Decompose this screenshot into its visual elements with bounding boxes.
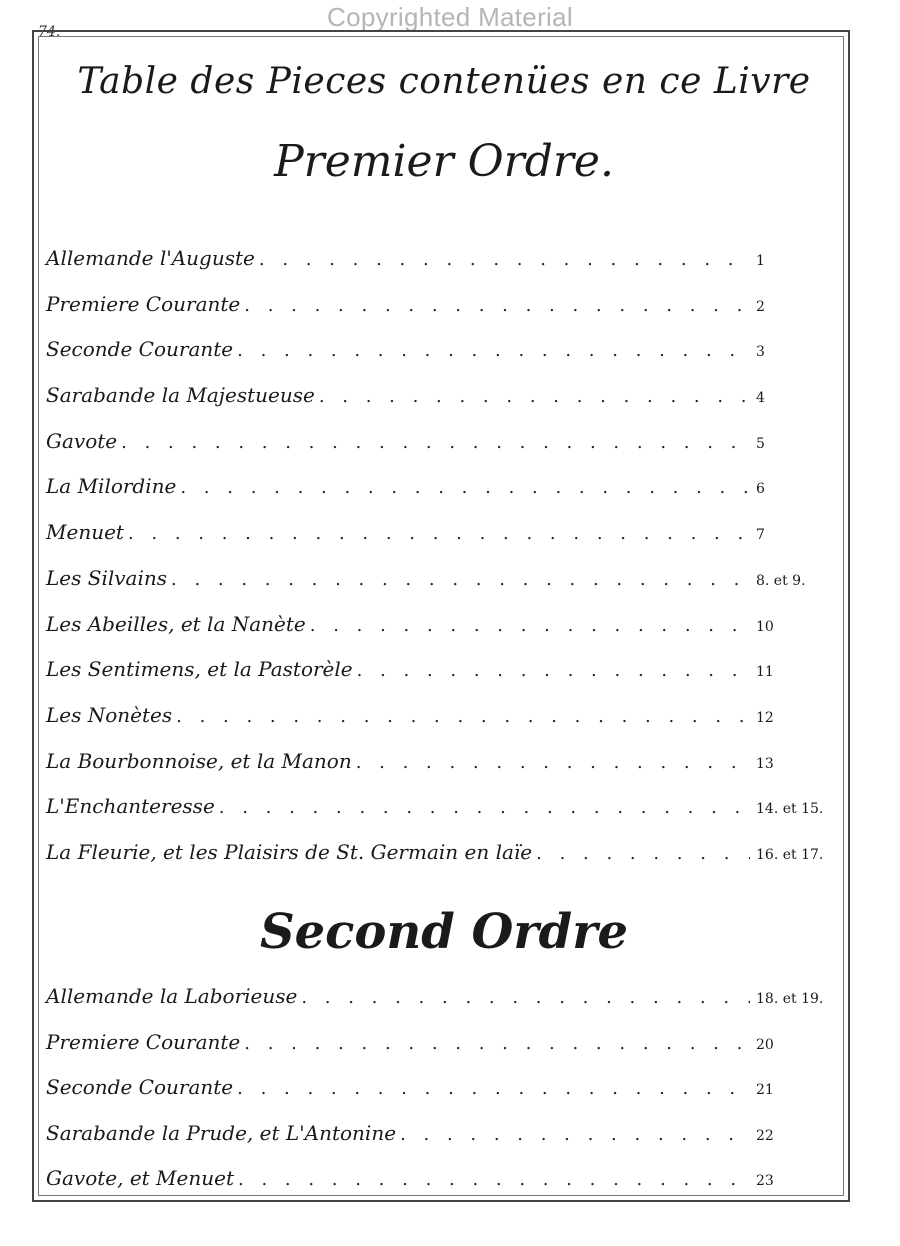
entry-title: La Milordine <box>46 474 177 499</box>
entry-title: Les Sentimens, et la Pastorèle <box>46 657 353 682</box>
toc-entry <box>46 693 846 739</box>
toc-entry <box>46 830 846 876</box>
toc-entry <box>46 464 846 510</box>
dot-leader <box>356 740 750 786</box>
entry-page-number: 2 <box>756 298 765 315</box>
entry-title: Allemande la Laborieuse <box>46 984 298 1008</box>
entry-page-number: 14. et 15. <box>756 801 824 818</box>
entry-page-number: 12 <box>756 709 774 726</box>
dot-leader <box>219 785 750 831</box>
toc-entry <box>46 1065 846 1111</box>
section-heading-premier-ordre: Premier Ordre. <box>274 136 614 187</box>
entry-title: L'Enchanteresse <box>46 794 215 819</box>
entry-page-number: 6 <box>756 481 765 498</box>
toc-entry <box>46 1111 846 1157</box>
toc-entry <box>46 739 846 785</box>
dot-leader <box>319 374 750 420</box>
dot-leader <box>128 511 750 557</box>
toc-entry <box>46 974 846 1020</box>
entry-title: Seconde Courante <box>46 1075 234 1100</box>
dot-leader <box>176 694 750 740</box>
dot-leader <box>301 975 750 1021</box>
entry-page-number: 4 <box>756 390 765 407</box>
dot-leader <box>310 603 750 649</box>
entry-title: Les Nonètes <box>46 702 173 727</box>
page-number: 74. <box>38 24 61 40</box>
dot-leader <box>171 557 750 603</box>
entry-page-number: 20 <box>756 1036 774 1053</box>
entry-title: La Bourbonnoise, et la Manon <box>46 748 352 773</box>
entry-title: Sarabande la Prude, et L'Antonine <box>46 1120 397 1145</box>
toc-entry <box>46 510 846 556</box>
dot-leader <box>536 831 750 877</box>
entry-title: Les Abeilles, et la Nanète <box>46 611 306 636</box>
entry-title: Premiere Courante <box>46 1029 241 1054</box>
dot-leader <box>259 237 750 283</box>
toc-list-second-ordre <box>46 974 846 1202</box>
entry-title: Sarabande la Majestueuse <box>46 383 315 408</box>
entry-title: La Fleurie, et les Plaisirs de St. Germain en laïe <box>46 839 533 864</box>
toc-entry <box>46 556 846 602</box>
dot-leader <box>237 328 750 374</box>
dot-leader <box>180 465 750 511</box>
entry-title: Premiere Courante <box>46 291 241 316</box>
entry-title: Gavote, et Menuet <box>46 1166 235 1191</box>
entry-title: Gavote <box>46 428 118 453</box>
entry-page-number: 3 <box>756 344 765 361</box>
toc-list-premier-ordre <box>46 236 846 876</box>
entry-page-number: 8. et 9. <box>756 572 806 589</box>
dot-leader <box>238 1157 750 1203</box>
entry-page-number: 21 <box>756 1082 774 1099</box>
entry-page-number: 1 <box>756 253 765 269</box>
entry-page-number: 5 <box>756 435 765 452</box>
toc-entry <box>46 784 846 830</box>
dot-leader <box>244 283 750 329</box>
entry-page-number: 10 <box>756 618 774 635</box>
page-title: Table des Pieces contenües en ce Livre <box>77 61 811 102</box>
toc-entry <box>46 327 846 373</box>
section-heading-second-ordre: Second Ordre <box>259 904 629 960</box>
entry-page-number: 23 <box>756 1173 774 1190</box>
toc-entry <box>46 647 846 693</box>
dot-leader <box>357 648 750 694</box>
entry-page-number: 11 <box>756 664 774 681</box>
entry-page-number: 18. et 19. <box>756 991 824 1007</box>
entry-page-number: 22 <box>756 1127 774 1144</box>
dot-leader <box>244 1021 750 1067</box>
entry-title: Menuet <box>46 520 124 545</box>
entry-title: Allemande l'Auguste <box>46 246 255 270</box>
copyright-watermark: Copyrighted Material <box>327 2 573 32</box>
toc-entry <box>46 419 846 465</box>
toc-entry <box>46 236 846 282</box>
entry-page-number: 16. et 17. <box>756 846 824 863</box>
entry-page-number: 13 <box>756 755 774 772</box>
entry-title: Seconde Courante <box>46 337 234 362</box>
entry-page-number: 7 <box>756 527 765 544</box>
toc-entry <box>46 602 846 648</box>
toc-entry <box>46 282 846 328</box>
dot-leader <box>400 1112 750 1158</box>
toc-entry <box>46 1156 846 1202</box>
toc-entry <box>46 1020 846 1066</box>
dot-leader <box>237 1066 750 1112</box>
dot-leader <box>121 420 750 466</box>
entry-title: Les Silvains <box>46 565 167 590</box>
toc-entry <box>46 373 846 419</box>
